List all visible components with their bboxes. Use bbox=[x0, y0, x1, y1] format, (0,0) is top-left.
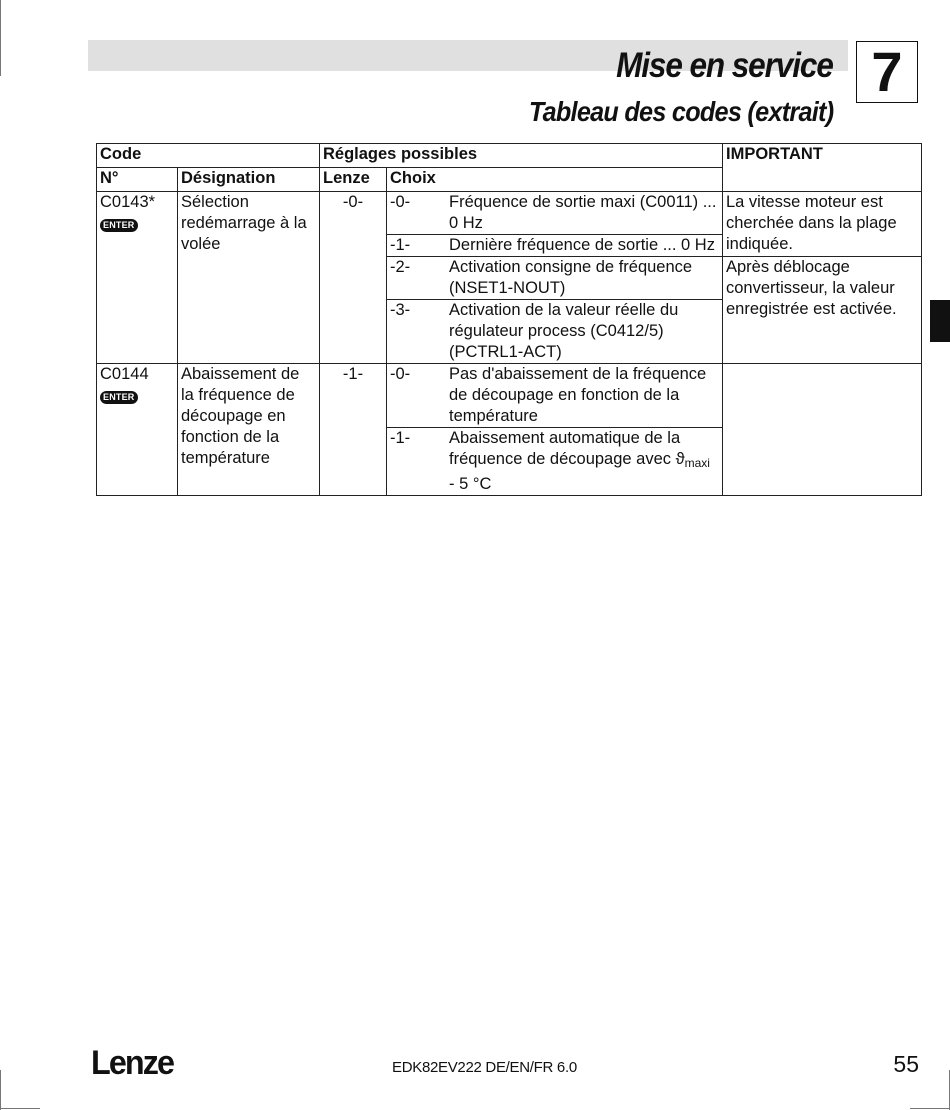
table-header-row bbox=[97, 144, 922, 168]
option-text: Pas d'abaissement de la fréquence de découpage en fonction de la température bbox=[449, 365, 707, 425]
lenze-default-cell: -0- bbox=[320, 192, 387, 364]
option-text: Dernière fréquence de sortie ... 0 Hz bbox=[449, 236, 715, 254]
code-table bbox=[96, 143, 922, 496]
section-title: Tableau des codes (extrait) bbox=[528, 96, 833, 127]
important-cell: Après déblocage convertisseur, la valeur enregistrée est activée. bbox=[723, 257, 922, 364]
option-text: Fréquence de sortie maxi (C0011) ... 0 Hz bbox=[449, 193, 717, 232]
crop-mark bbox=[0, 1108, 40, 1109]
crop-mark bbox=[0, 0, 1, 76]
table-row bbox=[97, 192, 922, 235]
designation-cell: Sélection redémarrage à la volée bbox=[178, 192, 320, 364]
option-cell bbox=[387, 364, 723, 428]
header-designation: Désignation bbox=[178, 168, 320, 192]
enter-key-icon: ENTER bbox=[100, 219, 138, 232]
header-code: Code bbox=[97, 144, 320, 168]
option-text-main: Abaissement automatique de la fréquence de découpage avec bbox=[449, 429, 681, 468]
option-number: -1- bbox=[390, 429, 411, 447]
chapter-title: Mise en service bbox=[616, 46, 833, 85]
option-cell bbox=[387, 235, 723, 257]
option-number: -0- bbox=[390, 365, 411, 383]
code-number: C0144 bbox=[100, 365, 149, 383]
page-number: 55 bbox=[893, 1051, 919, 1077]
designation-cell: Abaissement de la fréquence de découpage en fonction de la température bbox=[178, 364, 320, 496]
document-reference: EDK82EV222 DE/EN/FR 6.0 bbox=[392, 1059, 577, 1076]
code-cell bbox=[97, 192, 178, 364]
chapter-number-badge: 7 bbox=[856, 41, 918, 103]
enter-key-icon: ENTER bbox=[100, 391, 138, 404]
option-number: -0- bbox=[390, 193, 411, 211]
header-settings: Réglages possibles bbox=[320, 144, 723, 168]
option-text-suffix: - 5 °C bbox=[449, 475, 492, 493]
lenze-default-cell: -1- bbox=[320, 364, 387, 496]
option-cell bbox=[387, 300, 723, 364]
chapter-side-tab bbox=[930, 300, 950, 342]
important-cell: La vitesse moteur est cherchée dans la plage indiquée. bbox=[723, 192, 922, 257]
code-cell bbox=[97, 364, 178, 496]
lenze-logo: Lenze bbox=[91, 1044, 174, 1082]
table-row bbox=[97, 364, 922, 428]
option-text: Activation de la valeur réelle du régulateur process (C0412/5) (PCTRL1-ACT) bbox=[449, 301, 679, 361]
option-number: -2- bbox=[390, 258, 411, 276]
option-cell bbox=[387, 428, 723, 496]
header-lenze: Lenze bbox=[320, 168, 387, 192]
theta-subscript: maxi bbox=[684, 456, 710, 470]
option-text: Activation consigne de fréquence (NSET1-NOUT) bbox=[449, 258, 693, 297]
option-number: -3- bbox=[390, 301, 411, 319]
code-number: C0143* bbox=[100, 193, 156, 211]
option-cell bbox=[387, 257, 723, 300]
option-cell bbox=[387, 192, 723, 235]
option-text bbox=[449, 428, 719, 495]
header-choice: Choix bbox=[387, 168, 723, 192]
crop-mark bbox=[910, 1108, 950, 1109]
important-cell bbox=[723, 364, 922, 496]
crop-mark bbox=[0, 1070, 1, 1110]
theta-symbol: ϑ bbox=[675, 450, 685, 468]
option-number: -1- bbox=[390, 236, 411, 254]
header-important: IMPORTANT bbox=[723, 144, 922, 192]
header-number: N° bbox=[97, 168, 178, 192]
